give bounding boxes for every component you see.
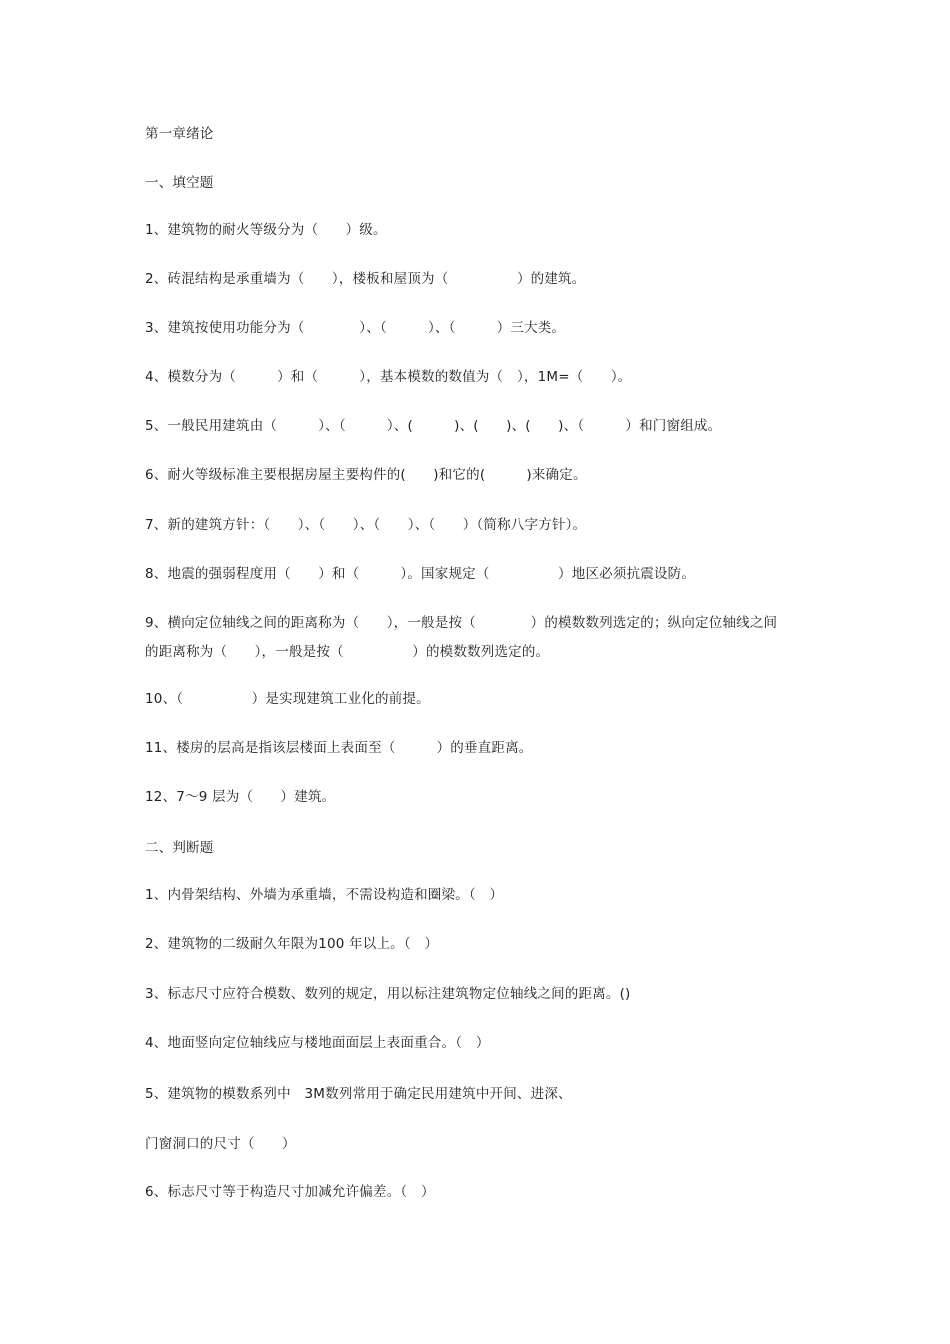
fill-question-12: 12、7～9 层为（ ）建筑。 [145, 789, 336, 805]
chapter-title: 第一章绪论 [145, 126, 214, 142]
tf-question-3: 3、标志尺寸应符合模数、数列的规定，用以标注建筑物定位轴线之间的距离。() [145, 986, 631, 1002]
fill-question-6: 6、耐火等级标准主要根据房屋主要构件的( )和它的( )来确定。 [145, 467, 587, 483]
tf-question-1: 1、内骨架结构、外墙为承重墙，不需设构造和圈梁。（ ） [145, 887, 504, 903]
fill-question-7: 7、新的建筑方针：（ ）、（ ）、（ ）、（ ）（简称八字方针）。 [145, 517, 587, 533]
tf-question-6: 6、标志尺寸等于构造尺寸加减允许偏差。（ ） [145, 1184, 435, 1200]
fill-question-10: 10、（ ）是实现建筑工业化的前提。 [145, 691, 430, 707]
section-heading-fill-blank: 一、填空题 [145, 175, 214, 191]
tf-question-5-line-2: 门窗洞口的尺寸（ ） [145, 1136, 296, 1152]
fill-question-9-line-1: 9、横向定位轴线之间的距离称为（ ），一般是按（ ）的模数数列选定的；纵向定位轴线之间 [145, 615, 778, 631]
tf-question-2: 2、建筑物的二级耐久年限为100 年以上。（ ） [145, 936, 439, 952]
fill-question-5: 5、一般民用建筑由（ ）、（ ）、( )、( )、( )、（ ）和门窗组成。 [145, 418, 722, 434]
fill-question-3: 3、建筑按使用功能分为（ ）、（ ）、（ ）三大类。 [145, 320, 566, 336]
fill-question-11: 11、楼房的层高是指该层楼面上表面至（ ）的垂直距离。 [145, 740, 533, 756]
fill-question-1: 1、建筑物的耐火等级分为（ ）级。 [145, 222, 387, 238]
fill-question-9-line-2: 的距离称为（ ），一般是按（ ）的模数数列选定的。 [145, 644, 550, 660]
tf-question-4: 4、地面竖向定位轴线应与楼地面面层上表面重合。（ ） [145, 1035, 490, 1051]
fill-question-8: 8、地震的强弱程度用（ ）和（ ）。国家规定（ ）地区必须抗震设防。 [145, 566, 696, 582]
tf-question-5-line-1: 5、建筑物的模数系列中 3M数列常用于确定民用建筑中开间、进深、 [145, 1086, 572, 1102]
fill-question-4: 4、模数分为（ ）和（ ），基本模数的数值为（ ），1M=（ ）。 [145, 369, 632, 385]
fill-question-2: 2、砖混结构是承重墙为（ ），楼板和屋顶为（ ）的建筑。 [145, 271, 586, 287]
section-heading-true-false: 二、判断题 [145, 840, 214, 856]
